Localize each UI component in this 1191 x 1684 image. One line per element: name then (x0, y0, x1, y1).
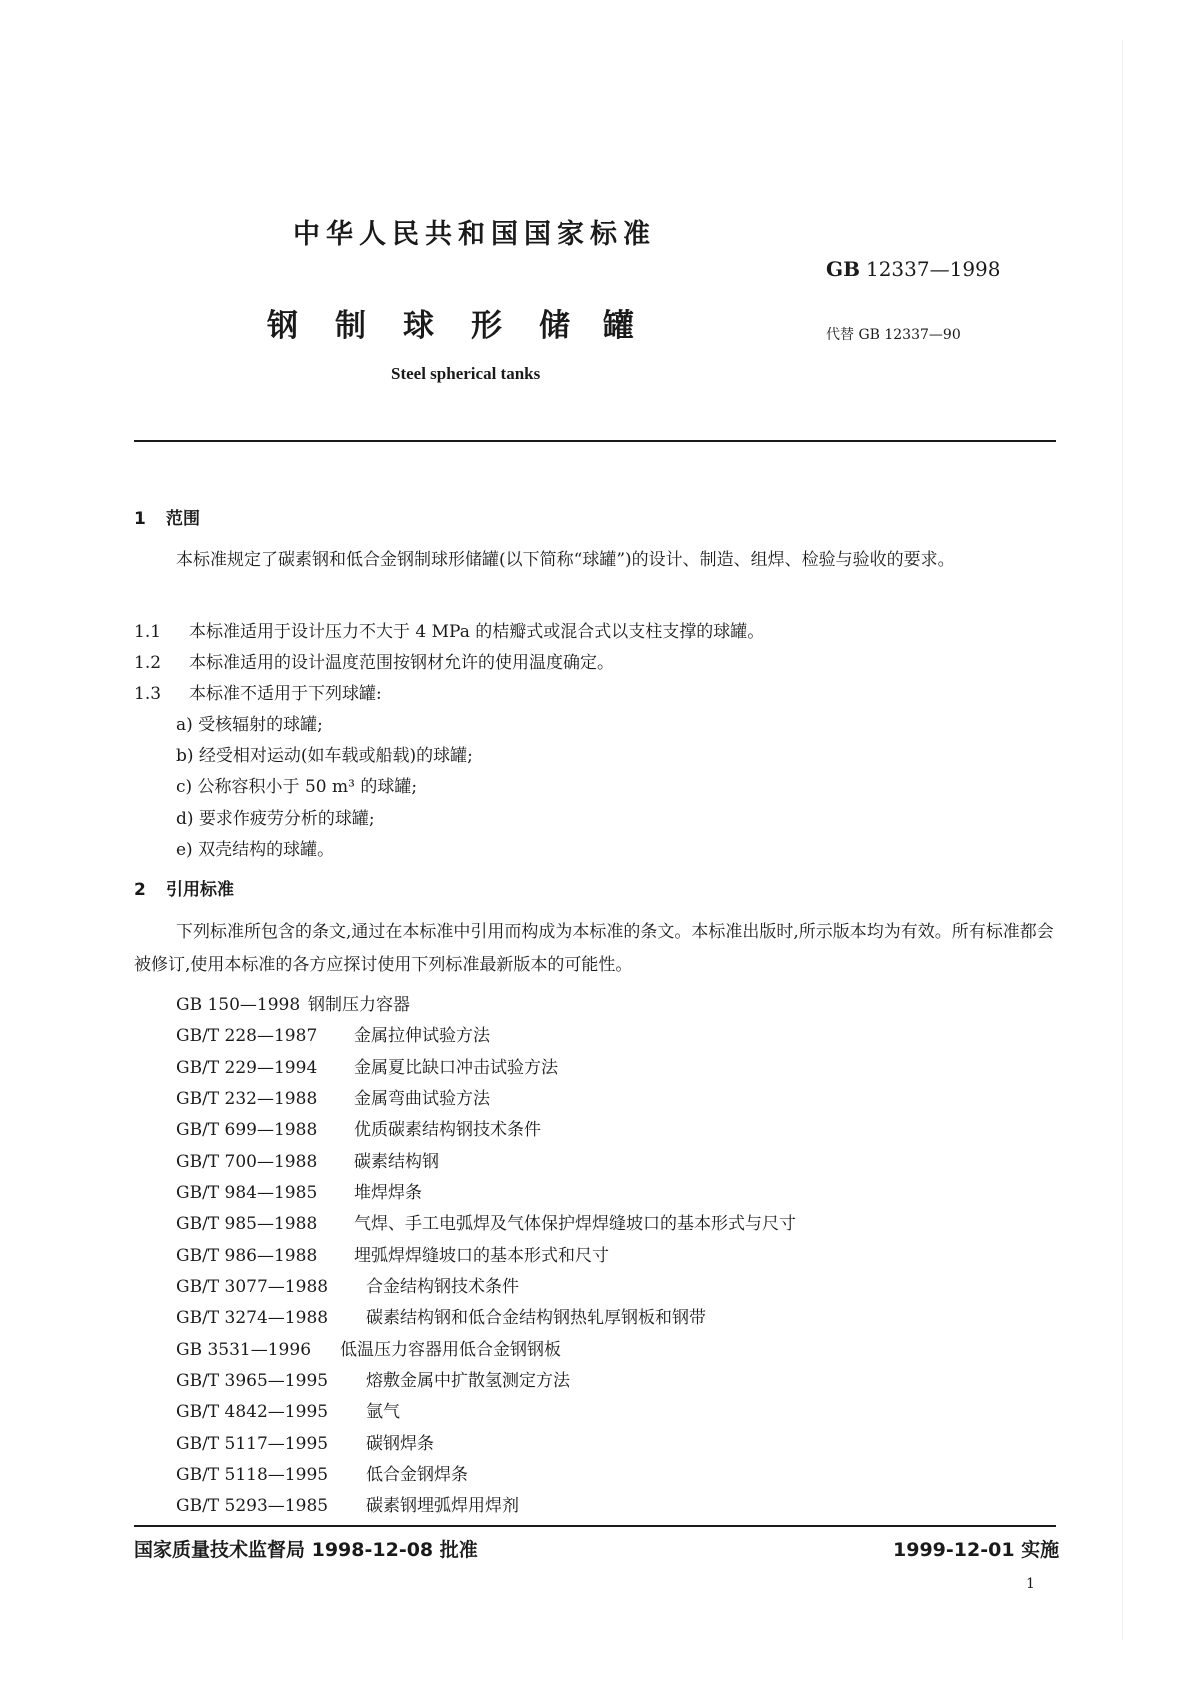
title-char: 钢 (267, 308, 298, 344)
title-char: 形 (471, 308, 502, 344)
reference-item (176, 1084, 490, 1109)
clause (134, 648, 614, 673)
standard-code: 12337—1998 (865, 257, 1001, 281)
reference-item (176, 990, 410, 1015)
list-item: c) 公称容积小于 50 m³ 的球罐; (176, 777, 418, 797)
reference-code: GB/T 228—1987 (176, 1026, 318, 1046)
replaces-note: 代替 GB 12337—90 (826, 327, 961, 343)
reference-code: GB/T 5118—1995 (176, 1465, 329, 1485)
header-rule (134, 440, 1056, 442)
reference-title: 低合金钢焊条 (366, 1465, 468, 1485)
reference-title: 堆焊焊条 (354, 1183, 422, 1203)
clause-number: 1.3 (134, 684, 162, 704)
clause-number: 1.1 (134, 622, 162, 642)
reference-code: GB/T 3274—1988 (176, 1308, 329, 1328)
reference-code: GB/T 986—1988 (176, 1246, 318, 1266)
clause-number: 1.2 (134, 653, 162, 673)
reference-title: 金属拉伸试验方法 (354, 1026, 490, 1046)
reference-code: GB/T 699—1988 (176, 1120, 318, 1140)
reference-item (176, 1053, 558, 1078)
reference-title: 熔敷金属中扩散氢测定方法 (366, 1371, 570, 1391)
clause (134, 617, 764, 642)
reference-item (176, 1335, 561, 1360)
reference-title: 氩气 (366, 1402, 400, 1422)
clause (134, 679, 382, 704)
reference-code: GB/T 232—1988 (176, 1089, 318, 1109)
approval-line: 国家质量技术监督局 1998-12-08 批准 (134, 1539, 478, 1561)
reference-item (176, 1209, 796, 1234)
reference-code: GB/T 3965—1995 (176, 1371, 329, 1391)
clause-text: 本标准适用于设计压力不大于 4 MPa 的桔瓣式或混合式以支柱支撑的球罐。 (189, 622, 765, 642)
reference-title: 金属弯曲试验方法 (354, 1089, 490, 1109)
reference-title: 碳素钢埋弧焊用焊剂 (366, 1496, 519, 1516)
footer-rule (134, 1525, 1056, 1527)
reference-item (176, 1491, 519, 1516)
section-title: 范围 (166, 509, 200, 529)
reference-code: GB 150—1998 (176, 995, 301, 1015)
list-item: e) 双壳结构的球罐。 (176, 840, 335, 860)
section-1-intro: 本标准规定了碳素钢和低合金钢制球形储罐(以下简称“球罐”)的设计、制造、组焊、检验与验收的要求。 (176, 550, 955, 570)
reference-item (176, 1366, 570, 1391)
title-char: 罐 (603, 308, 634, 344)
english-title: Steel spherical tanks (391, 364, 541, 383)
reference-code: GB/T 984—1985 (176, 1183, 318, 1203)
reference-title: 合金结构钢技术条件 (366, 1277, 519, 1297)
reference-item (176, 1429, 434, 1454)
section-number: 2 (134, 880, 146, 900)
reference-item (176, 1147, 439, 1172)
reference-item (176, 1303, 706, 1328)
reference-code: GB/T 5117—1995 (176, 1434, 329, 1454)
section-number: 1 (134, 509, 146, 529)
reference-code: GB/T 4842—1995 (176, 1402, 329, 1422)
reference-title: 碳素结构钢 (354, 1152, 439, 1172)
section-2-heading (134, 875, 234, 900)
title-char: 制 (335, 308, 366, 344)
effective-date: 1999-12-01 实施 (893, 1539, 1060, 1561)
reference-title: 碳素结构钢和低合金结构钢热轧厚钢板和钢带 (366, 1308, 706, 1328)
reference-title: 钢制压力容器 (308, 995, 410, 1015)
scan-margin-line (1122, 40, 1123, 1640)
reference-title: 碳钢焊条 (366, 1434, 434, 1454)
reference-item (176, 1178, 422, 1203)
reference-title: 气焊、手工电弧焊及气体保护焊焊缝坡口的基本形式与尺寸 (354, 1214, 796, 1234)
reference-code: GB/T 3077—1988 (176, 1277, 329, 1297)
reference-item (176, 1272, 519, 1297)
list-item: a) 受核辐射的球罐; (176, 715, 323, 735)
reference-title: 低温压力容器用低合金钢钢板 (340, 1340, 561, 1360)
reference-title: 埋弧焊焊缝坡口的基本形式和尺寸 (354, 1246, 609, 1266)
section-2-intro: 下列标准所包含的条文,通过在本标准中引用而构成为本标准的条文。本标准出版时,所示版本均为有效。所有标准都会被修订,使用本标准的各方应探讨使用下列标准最新版本的可能性。 (134, 922, 1054, 975)
title-char: 球 (403, 308, 434, 344)
national-standard-heading: 中华人民共和国国家标准 (293, 219, 656, 250)
list-item: b) 经受相对运动(如车载或船载)的球罐; (176, 746, 473, 766)
section-title: 引用标准 (166, 880, 234, 900)
reference-code: GB/T 229—1994 (176, 1058, 318, 1078)
reference-code: GB 3531—1996 (176, 1340, 312, 1360)
clause-text: 本标准适用的设计温度范围按钢材允许的使用温度确定。 (189, 653, 614, 673)
clause-text: 本标准不适用于下列球罐: (189, 684, 382, 704)
reference-item (176, 1021, 490, 1046)
reference-item (176, 1241, 609, 1266)
reference-item (176, 1397, 400, 1422)
page-number: 1 (1026, 1576, 1035, 1592)
reference-item (176, 1115, 541, 1140)
reference-code: GB/T 5293—1985 (176, 1496, 329, 1516)
reference-item (176, 1460, 468, 1485)
reference-title: 优质碳素结构钢技术条件 (354, 1120, 541, 1140)
reference-code: GB/T 985—1988 (176, 1214, 318, 1234)
reference-code: GB/T 700—1988 (176, 1152, 318, 1172)
reference-title: 金属夏比缺口冲击试验方法 (354, 1058, 558, 1078)
section-1-heading (134, 504, 200, 529)
standard-prefix: GB (826, 257, 860, 281)
list-item: d) 要求作疲劳分析的球罐; (176, 809, 375, 829)
title-char: 储 (539, 308, 570, 344)
standard-number (826, 257, 1001, 281)
